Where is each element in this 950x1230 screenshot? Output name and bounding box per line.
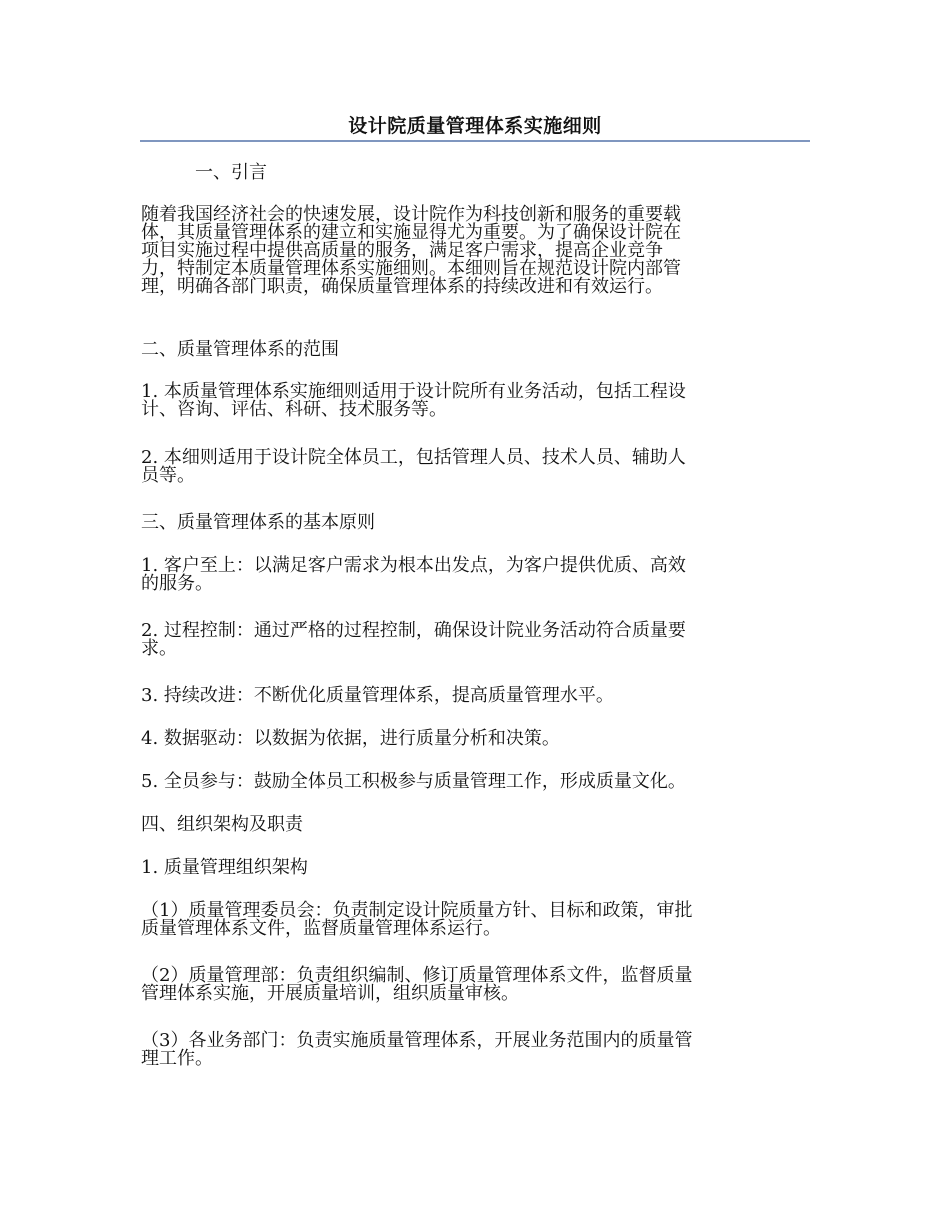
document-title: 设计院质量管理体系实施细则 bbox=[348, 115, 602, 137]
principle-item-2: 2. 过程控制：通过严格的过程控制，确保设计院业务活动符合质量要 求。 bbox=[141, 620, 686, 659]
section-heading-organization: 四、组织架构及职责 bbox=[141, 814, 303, 835]
paragraph-introduction: 随着我国经济社会的快速发展，设计院作为科技创新和服务的重要载 体，其质量管理体系的建立和实施显得尤为重要。为了确保设计院在 项目实施过程中提供高质量的服务，满足客户需求，提高企业竞争 力，特制定本质量管理体系实施细则。本细则旨在规范设计院内部管 理，明确各部门职责，确保质量管理体系的持续改进和有效运行。 bbox=[141, 204, 681, 297]
section-heading-introduction: 一、引言 bbox=[141, 162, 267, 183]
scope-item-1: 1. 本质量管理体系实施细则适用于设计院所有业务活动，包括工程设 计、咨询、评估、科研、技术服务等。 bbox=[141, 381, 686, 420]
principle-item-1: 1. 客户至上：以满足客户需求为根本出发点，为客户提供优质、高效 的服务。 bbox=[141, 555, 686, 594]
organization-item-1: （1）质量管理委员会：负责制定设计院质量方针、目标和政策，审批 质量管理体系文件，监督质量管理体系运行。 bbox=[141, 900, 693, 939]
organization-subheading: 1. 质量管理组织架构 bbox=[141, 857, 308, 878]
principle-item-3: 3. 持续改进：不断优化质量管理体系，提高质量管理水平。 bbox=[141, 685, 614, 706]
organization-item-3: （3）各业务部门：负责实施质量管理体系，开展业务范围内的质量管 理工作。 bbox=[141, 1030, 693, 1069]
section-heading-principles: 三、质量管理体系的基本原则 bbox=[141, 512, 375, 533]
principle-item-5: 5. 全员参与：鼓励全体员工积极参与质量管理工作，形成质量文化。 bbox=[141, 771, 686, 792]
organization-item-2: （2）质量管理部：负责组织编制、修订质量管理体系文件，监督质量 管理体系实施，开展质量培训，组织质量审核。 bbox=[141, 965, 693, 1004]
scope-item-2: 2. 本细则适用于设计院全体员工，包括管理人员、技术人员、辅助人 员等。 bbox=[141, 447, 686, 486]
title-underline bbox=[140, 140, 810, 142]
principle-item-4: 4. 数据驱动：以数据为依据，进行质量分析和决策。 bbox=[141, 728, 560, 749]
section-heading-scope: 二、质量管理体系的范围 bbox=[141, 339, 339, 360]
